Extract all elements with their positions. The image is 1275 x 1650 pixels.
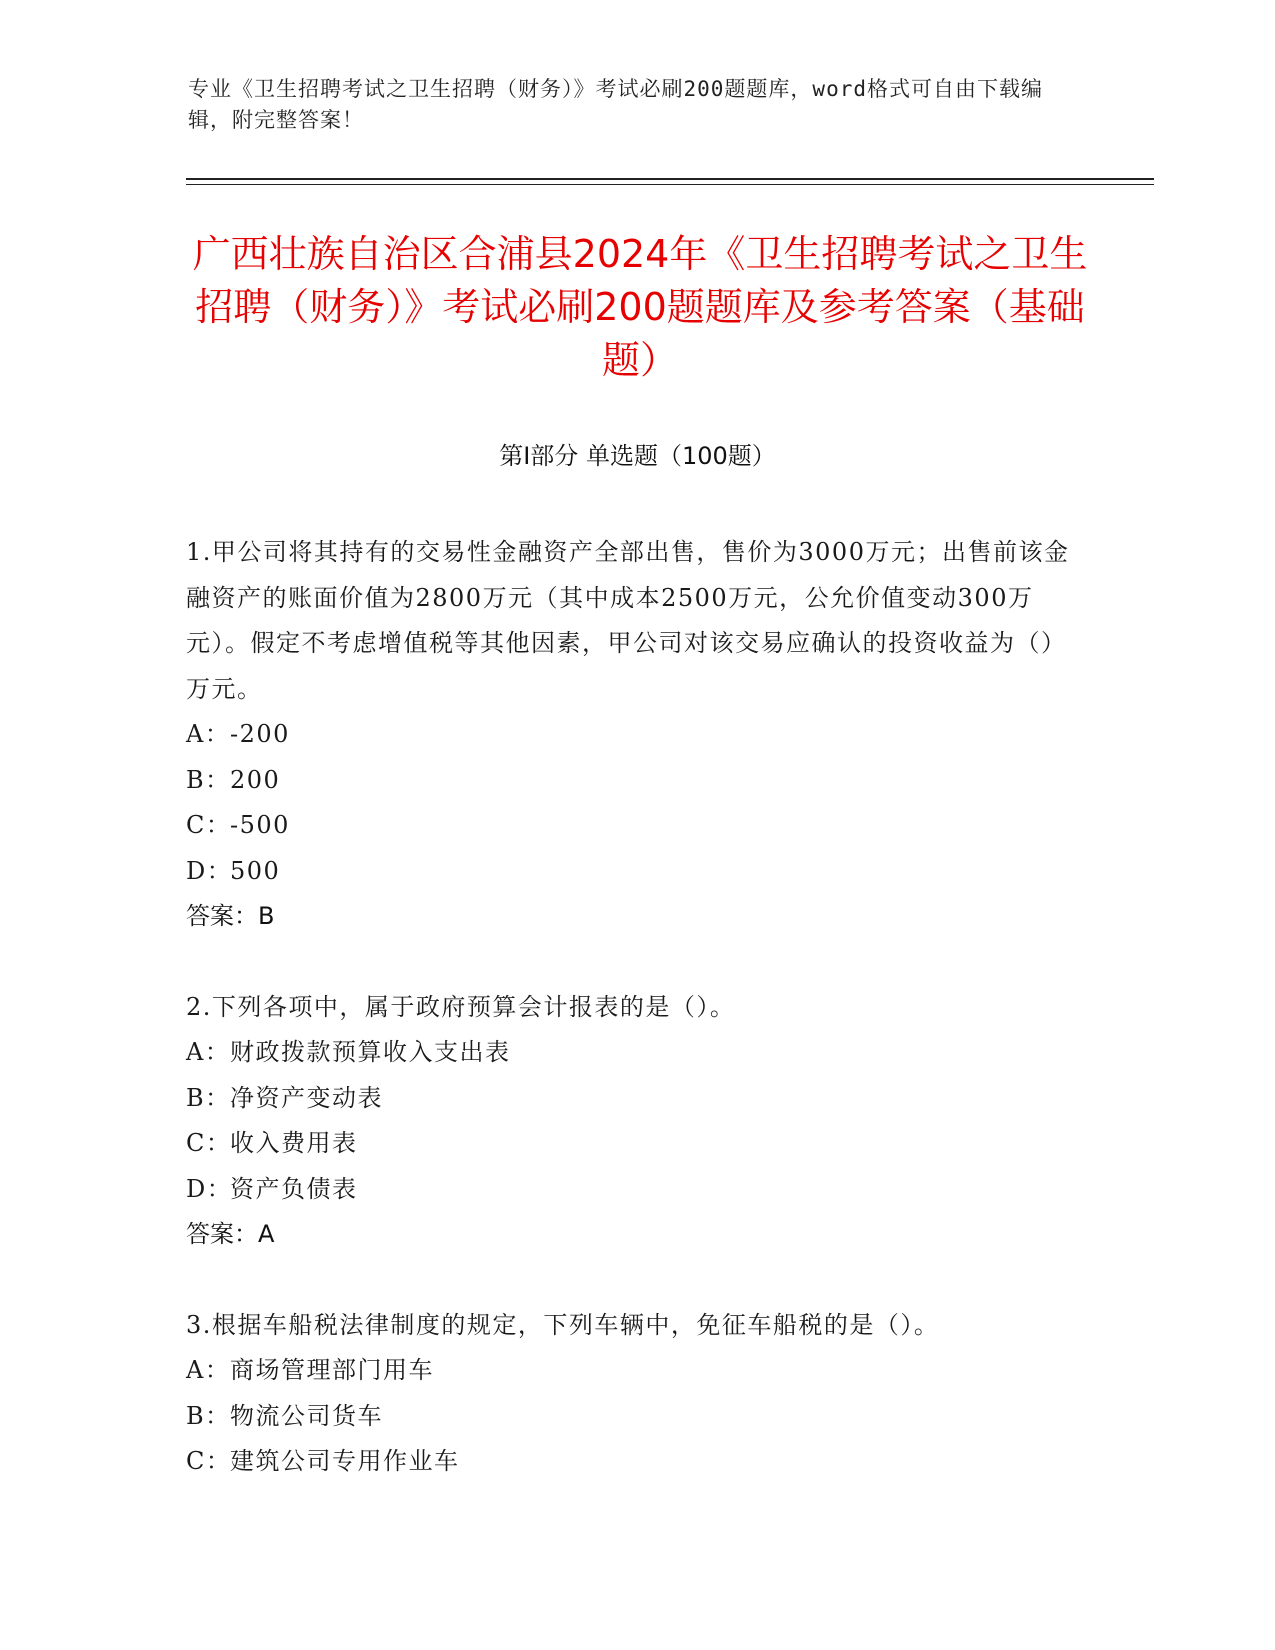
option-d [186, 849, 1086, 895]
option-text: 物流公司货车 [230, 1401, 383, 1430]
question-spacer [186, 1258, 1086, 1303]
question-1 [186, 530, 1086, 940]
option-key: B： [186, 1401, 231, 1430]
option-key: A： [186, 1038, 231, 1066]
question-stem: 2.下列各项中，属于政府预算会计报表的是（）。 [186, 992, 736, 1021]
option-text: 建筑公司专用作业车 [230, 1447, 460, 1475]
document-title: 广西壮族自治区合浦县2024年《卫生招聘考试之卫生招聘（财务）》考试必刷200题题库及参考答案（基础题） [192, 232, 1088, 382]
option-key: D： [186, 856, 233, 885]
question-2 [186, 985, 1086, 1258]
option-text: 资产负债表 [230, 1174, 358, 1203]
option-text: -500 [230, 811, 290, 839]
option-text: 净资产变动表 [230, 1083, 383, 1112]
header-note: 专业《卫生招聘考试之卫生招聘（财务）》考试必刷200题题库，word格式可自由下载编辑，附完整答案！ [188, 77, 1043, 132]
option-key: B： [186, 765, 231, 794]
option-b [186, 1394, 1086, 1440]
option-key: C： [186, 811, 232, 839]
answer: 答案：A [186, 1220, 275, 1248]
question-list [186, 530, 1086, 1485]
question-3 [186, 1303, 1086, 1485]
option-a [186, 1348, 1086, 1394]
answer: 答案：B [186, 902, 275, 930]
option-key: C： [186, 1129, 232, 1157]
option-a [186, 712, 1086, 758]
header-rule-thin [186, 184, 1154, 185]
option-key: C： [186, 1447, 232, 1475]
option-text: 200 [230, 765, 281, 794]
option-key: A： [186, 1356, 231, 1384]
option-text: 500 [230, 856, 281, 885]
option-a [186, 1030, 1086, 1076]
option-text: 商场管理部门用车 [230, 1356, 434, 1384]
option-b [186, 1076, 1086, 1122]
option-key: D： [186, 1174, 233, 1203]
header-rule-thick [186, 178, 1154, 180]
section-title: 第I部分 单选题（100题） [499, 442, 776, 470]
option-c [186, 803, 1086, 849]
option-c [186, 1121, 1086, 1167]
question-stem: 1.甲公司将其持有的交易性金融资产全部出售，售价为3000万元；出售前该金融资产的账面价值为2800万元（其中成本2500万元，公允价值变动300万元）。假定不考虑增值税等其他因素，甲公司对该交易应确认的投资收益为（）万元。 [186, 538, 1070, 703]
option-key: B： [186, 1083, 231, 1112]
option-key: A： [186, 720, 231, 748]
question-stem: 3.根据车船税法律制度的规定，下列车辆中，免征车船税的是（）。 [186, 1310, 940, 1339]
option-b [186, 758, 1086, 804]
option-d [186, 1167, 1086, 1213]
question-spacer [186, 940, 1086, 985]
option-c [186, 1439, 1086, 1485]
option-text: -200 [230, 720, 290, 748]
option-text: 财政拨款预算收入支出表 [230, 1038, 511, 1066]
option-text: 收入费用表 [230, 1129, 358, 1157]
